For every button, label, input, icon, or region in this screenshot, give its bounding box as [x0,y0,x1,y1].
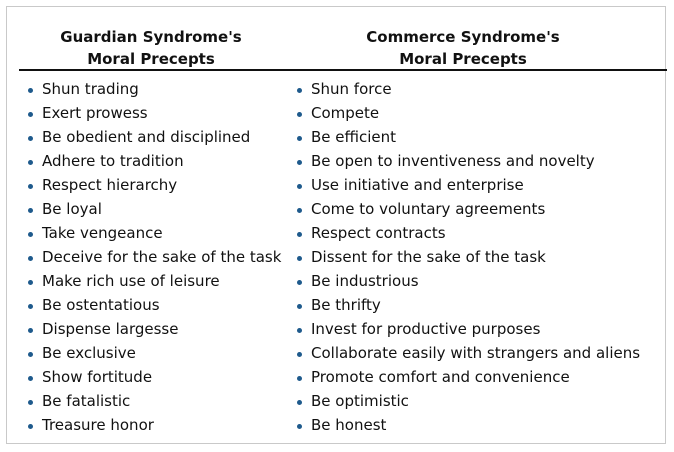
guardian-precept-item [25,245,281,269]
guardian-precept-text: Shun trading [42,80,139,98]
guardian-precept-text: Be fatalistic [42,392,131,410]
commerce-precept-item [294,197,640,221]
bullet-icon [297,424,302,429]
guardian-precept-item [25,197,281,221]
guardian-precept-item [25,269,281,293]
commerce-precept-text: Dissent for the sake of the task [311,248,546,266]
guardian-precept-item [25,365,281,389]
bullet-icon [297,400,302,405]
guardian-heading-line1: Guardian Syndrome's [60,28,242,46]
guardian-precept-text: Be obedient and disciplined [42,128,251,146]
table-header [19,15,667,71]
commerce-precept-item [294,77,640,101]
bullet-icon [28,400,33,405]
guardian-precept-item [25,101,281,125]
guardian-precept-item [25,221,281,245]
bullet-icon [28,376,33,381]
guardian-precept-text: Be ostentatious [42,296,160,314]
bullet-icon [28,232,33,237]
bullet-icon [28,112,33,117]
bullet-icon [297,328,302,333]
guardian-precept-item [25,293,281,317]
bullet-icon [297,160,302,165]
guardian-precept-text: Show fortitude [42,368,153,386]
guardian-precept-item [25,173,281,197]
guardian-precept-text: Be exclusive [42,344,136,362]
commerce-precept-text: Collaborate easily with strangers and aliens [311,344,641,362]
bullet-icon [297,208,302,213]
bullet-icon [297,256,302,261]
commerce-precept-item [294,389,640,413]
commerce-precept-text: Shun force [311,80,392,98]
bullet-icon [297,88,302,93]
guardian-precept-text: Be loyal [42,200,102,218]
bullet-icon [297,136,302,141]
bullet-icon [297,232,302,237]
commerce-precept-item [294,293,640,317]
bullet-icon [28,328,33,333]
guardian-precept-text: Deceive for the sake of the task [42,248,282,266]
bullet-icon [28,280,33,285]
commerce-precept-text: Invest for productive purposes [311,320,541,338]
bullet-icon [297,304,302,309]
bullet-icon [297,112,302,117]
guardian-precept-text: Exert prowess [42,104,148,122]
bullet-icon [297,280,302,285]
commerce-precept-text: Be optimistic [311,392,409,410]
commerce-precept-text: Respect contracts [311,224,446,242]
commerce-precept-text: Compete [311,104,380,122]
guardian-precept-item [25,149,281,173]
guardian-precept-item [25,389,281,413]
commerce-precept-text: Come to voluntary agreements [311,200,546,218]
commerce-precept-item [294,221,640,245]
guardian-precept-item [25,125,281,149]
commerce-precept-item [294,317,640,341]
guardian-precept-item [25,77,281,101]
commerce-precept-item [294,245,640,269]
commerce-precept-item [294,365,640,389]
bullet-icon [28,88,33,93]
commerce-precept-text: Be thrifty [311,296,381,314]
guardian-precept-text: Respect hierarchy [42,176,178,194]
bullet-icon [297,352,302,357]
commerce-precept-text: Be efficient [311,128,397,146]
guardian-precept-item [25,413,281,437]
bullet-icon [297,376,302,381]
commerce-precept-text: Use initiative and enterprise [311,176,524,194]
commerce-precept-text: Be industrious [311,272,419,290]
bullet-icon [28,208,33,213]
commerce-precept-item [294,413,640,437]
guardian-precept-item [25,317,281,341]
guardian-column-heading [19,26,283,70]
commerce-precept-text: Be open to inventiveness and novelty [311,152,595,170]
commerce-column-heading [313,26,613,70]
commerce-precept-item [294,269,640,293]
commerce-precept-item [294,341,640,365]
commerce-heading-line2: Moral Precepts [399,50,527,68]
commerce-heading-line1: Commerce Syndrome's [366,28,560,46]
bullet-icon [28,424,33,429]
guardian-precept-text: Dispense largesse [42,320,179,338]
guardian-precept-text: Treasure honor [42,416,154,434]
bullet-icon [28,136,33,141]
bullet-icon [28,352,33,357]
guardian-precept-item [25,341,281,365]
guardian-precept-text: Make rich use of leisure [42,272,220,290]
bullet-icon [28,184,33,189]
bullet-icon [28,160,33,165]
guardian-precept-text: Take vengeance [42,224,163,242]
commerce-precept-text: Promote comfort and convenience [311,368,570,386]
guardian-heading-line2: Moral Precepts [87,50,215,68]
precepts-table [6,6,666,444]
commerce-precept-item [294,125,640,149]
commerce-precept-item [294,101,640,125]
bullet-icon [28,304,33,309]
guardian-precept-text: Adhere to tradition [42,152,184,170]
commerce-precepts-list [294,77,640,437]
commerce-precept-item [294,149,640,173]
commerce-precept-item [294,173,640,197]
bullet-icon [28,256,33,261]
commerce-precept-text: Be honest [311,416,387,434]
guardian-precepts-list [25,77,281,437]
bullet-icon [297,184,302,189]
